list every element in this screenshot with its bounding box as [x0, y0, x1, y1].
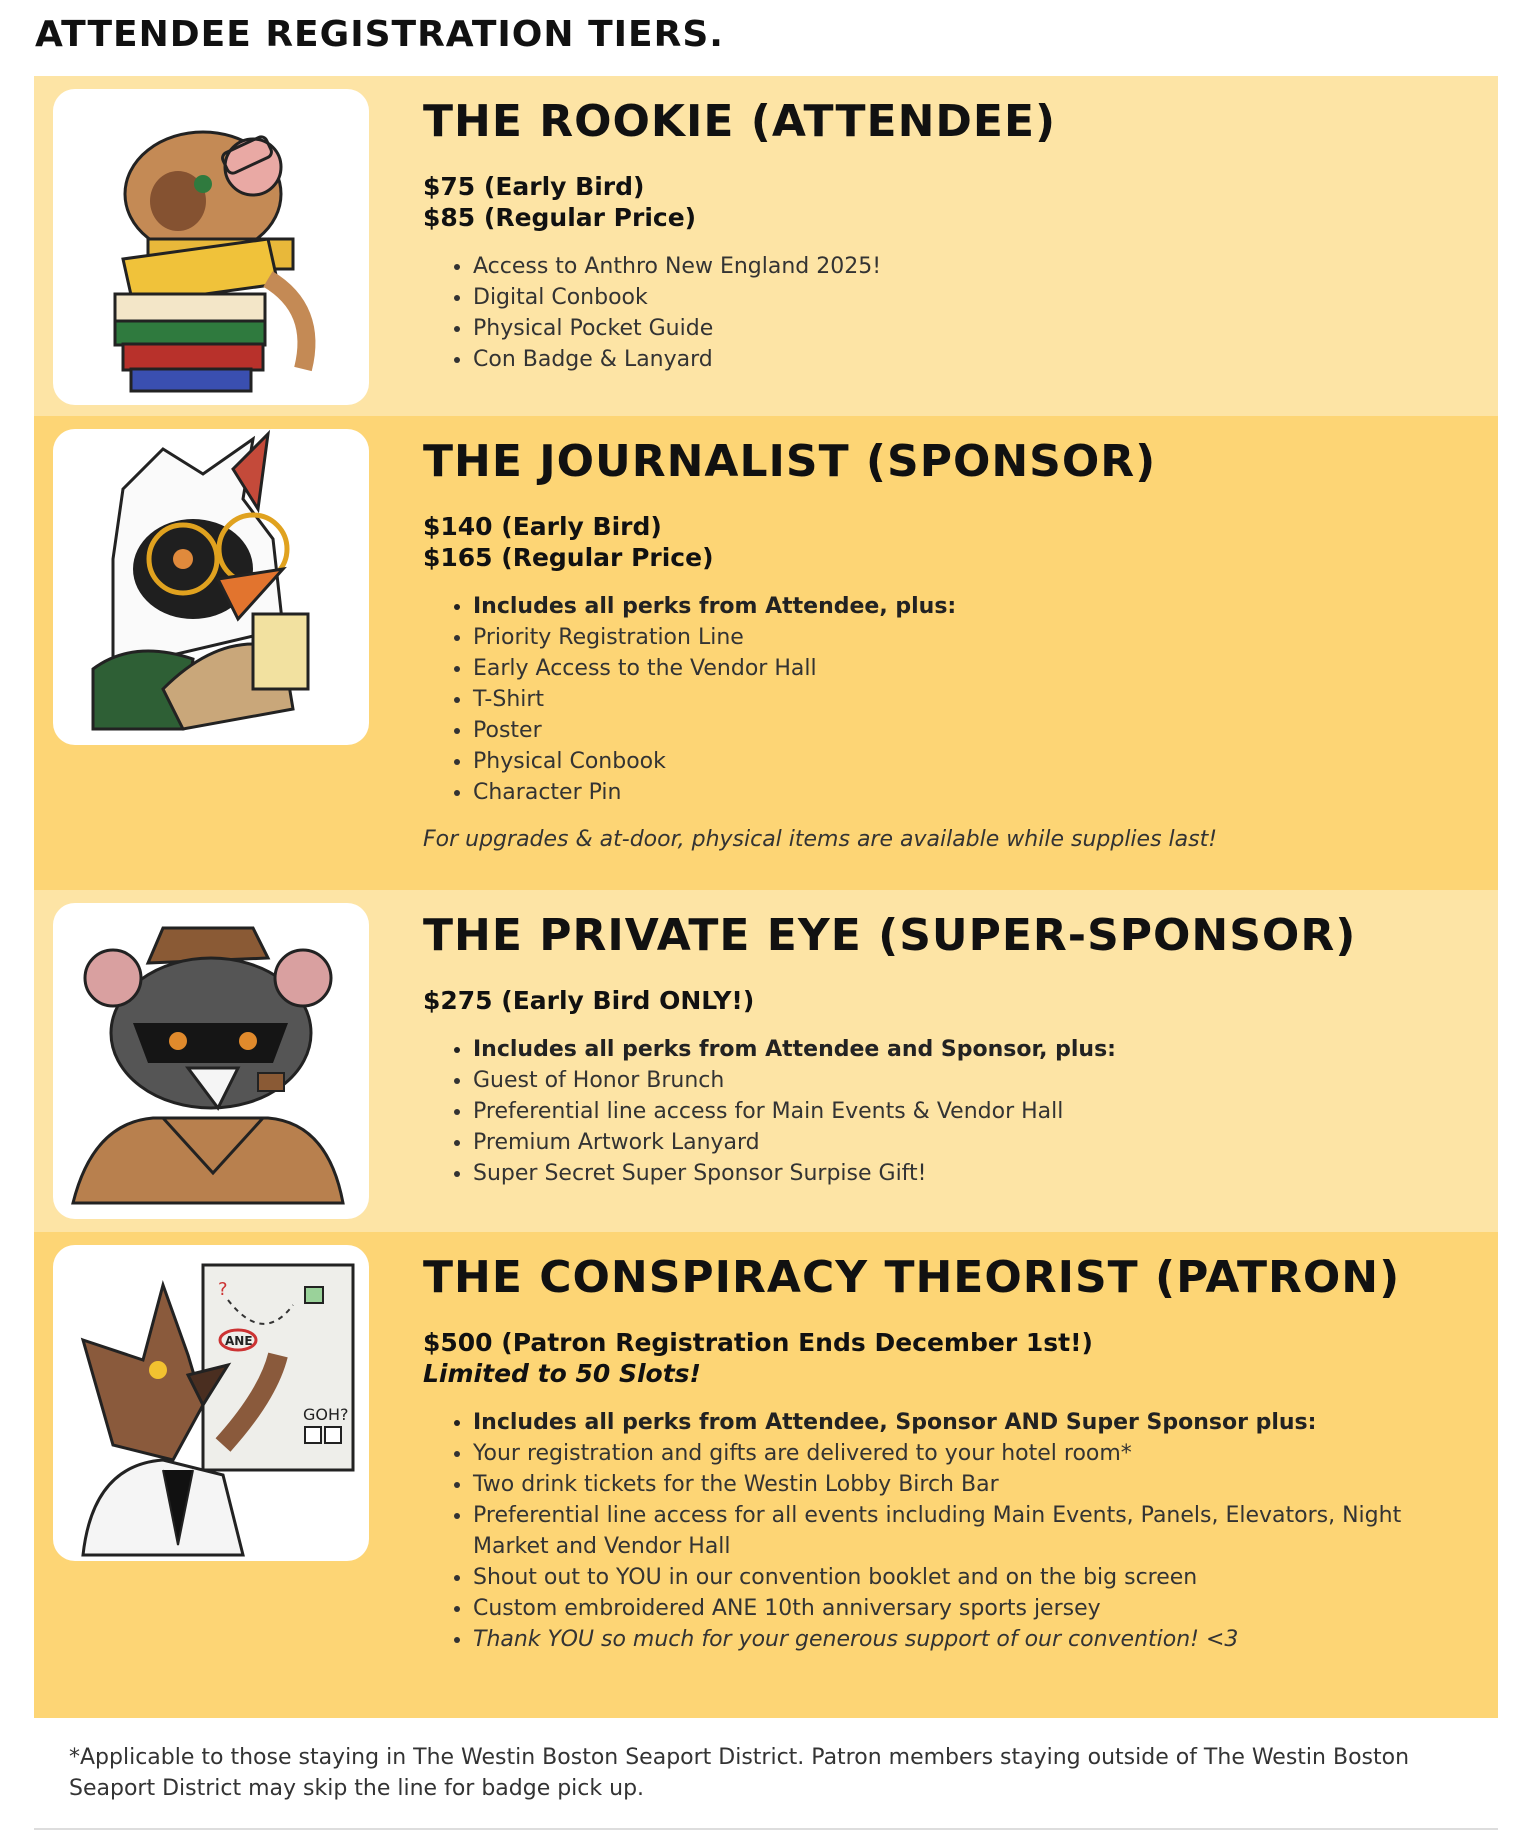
- perk-item: • Early Access to the Vendor Hall: [473, 653, 1478, 684]
- footnote: *Applicable to those staying in The Westin Boston Seaport District. Patron members staying outside of The Westin Boston Seaport District may skip the line for badge pick up.: [69, 1745, 1410, 1801]
- mascot-journalist-bird-icon: [53, 429, 369, 745]
- perk-item: • Shout out to YOU in our convention booklet and on the big screen: [473, 1562, 1478, 1593]
- tier-prices: [423, 985, 1478, 1016]
- map-goh-label: GOH?: [303, 1405, 349, 1424]
- price-early-bird: $75 (Early Bird): [423, 172, 645, 202]
- price-patron: $500 (Patron Registration Ends December 1st!): [423, 1328, 1093, 1358]
- perk-item: • Physical Conbook: [473, 746, 1478, 777]
- map-ane-label: ANE: [225, 1334, 253, 1348]
- price-regular: $85 (Regular Price): [423, 203, 697, 233]
- perk-item: • Custom embroidered ANE 10th anniversary sports jersey: [473, 1593, 1478, 1624]
- mascot-private-eye-raccoon-icon: [53, 903, 369, 1219]
- price-early-bird: $275 (Early Bird ONLY!): [423, 986, 755, 1016]
- perk-list: [423, 1407, 1478, 1655]
- conspiracy-details: [423, 1254, 1478, 1655]
- price-regular: $165 (Regular Price): [423, 543, 714, 573]
- perk-item: • Physical Pocket Guide: [473, 313, 1478, 344]
- perk-item: • Guest of Honor Brunch: [473, 1065, 1478, 1096]
- perk-item: • Includes all perks from Attendee and Sponsor, plus:: [473, 1034, 1478, 1065]
- tier-name: THE PRIVATE EYE (SUPER-SPONSOR): [423, 910, 1357, 961]
- perk-item: • Includes all perks from Attendee, plus:: [473, 591, 1478, 622]
- rookie-details: [423, 98, 1478, 375]
- divider: [34, 1828, 1498, 1830]
- tier-journalist: [34, 416, 1498, 890]
- perk-item: • Includes all perks from Attendee, Sponsor AND Super Sponsor plus:: [473, 1407, 1478, 1438]
- slot-limit: Limited to 50 Slots!: [423, 1359, 701, 1389]
- perk-list: [423, 1034, 1478, 1189]
- page-title: ATTENDEE REGISTRATION TIERS.: [35, 14, 724, 55]
- tier-prices: [423, 171, 1478, 233]
- perk-item: • Thank YOU so much for your generous support of our convention! <3: [473, 1624, 1478, 1655]
- perk-list: [423, 591, 1478, 808]
- tier-private-eye: [34, 890, 1498, 1232]
- price-early-bird: $140 (Early Bird): [423, 512, 662, 542]
- perk-item: • Premium Artwork Lanyard: [473, 1127, 1478, 1158]
- perk-item: • Character Pin: [473, 777, 1478, 808]
- perk-item: • Poster: [473, 715, 1478, 746]
- perk-item: • Preferential line access for all events including Main Events, Panels, Elevators, Night Market and Vendor Hall: [473, 1500, 1478, 1562]
- tier-name: THE CONSPIRACY THEORIST (PATRON): [423, 1252, 1401, 1303]
- tier-rookie: [34, 76, 1498, 416]
- rookie-portrait-card: [53, 89, 369, 405]
- tier-prices: [423, 1327, 1478, 1389]
- journalist-portrait-card: [53, 429, 369, 745]
- map-question-label: ?: [218, 1279, 228, 1300]
- tier-name: THE JOURNALIST (SPONSOR): [423, 436, 1157, 487]
- perk-item: • T-Shirt: [473, 684, 1478, 715]
- perk-item: • Two drink tickets for the Westin Lobby Birch Bar: [473, 1469, 1478, 1500]
- perk-item: • Priority Registration Line: [473, 622, 1478, 653]
- journalist-details: [423, 438, 1478, 852]
- tier-prices: [423, 511, 1478, 573]
- private-eye-portrait-card: [53, 903, 369, 1219]
- perk-list: [423, 251, 1478, 375]
- conspiracy-portrait-card: [53, 1245, 369, 1561]
- tier-name: THE ROOKIE (ATTENDEE): [423, 96, 1057, 147]
- mascot-conspiracy-wolf-icon: [53, 1245, 369, 1561]
- perk-item: • Super Secret Super Sponsor Surpise Gift!: [473, 1158, 1478, 1189]
- mascot-rookie-books-icon: [53, 89, 369, 405]
- private-eye-details: [423, 912, 1478, 1189]
- tier-conspiracy-theorist: [34, 1232, 1498, 1718]
- perk-item: • Your registration and gifts are delivered to your hotel room*: [473, 1438, 1478, 1469]
- perk-item: • Digital Conbook: [473, 282, 1478, 313]
- supplies-note: For upgrades & at-door, physical items are available while supplies last!: [423, 827, 1218, 853]
- perk-item: • Access to Anthro New England 2025!: [473, 251, 1478, 282]
- perk-item: • Con Badge & Lanyard: [473, 344, 1478, 375]
- perk-item: • Preferential line access for Main Events & Vendor Hall: [473, 1096, 1478, 1127]
